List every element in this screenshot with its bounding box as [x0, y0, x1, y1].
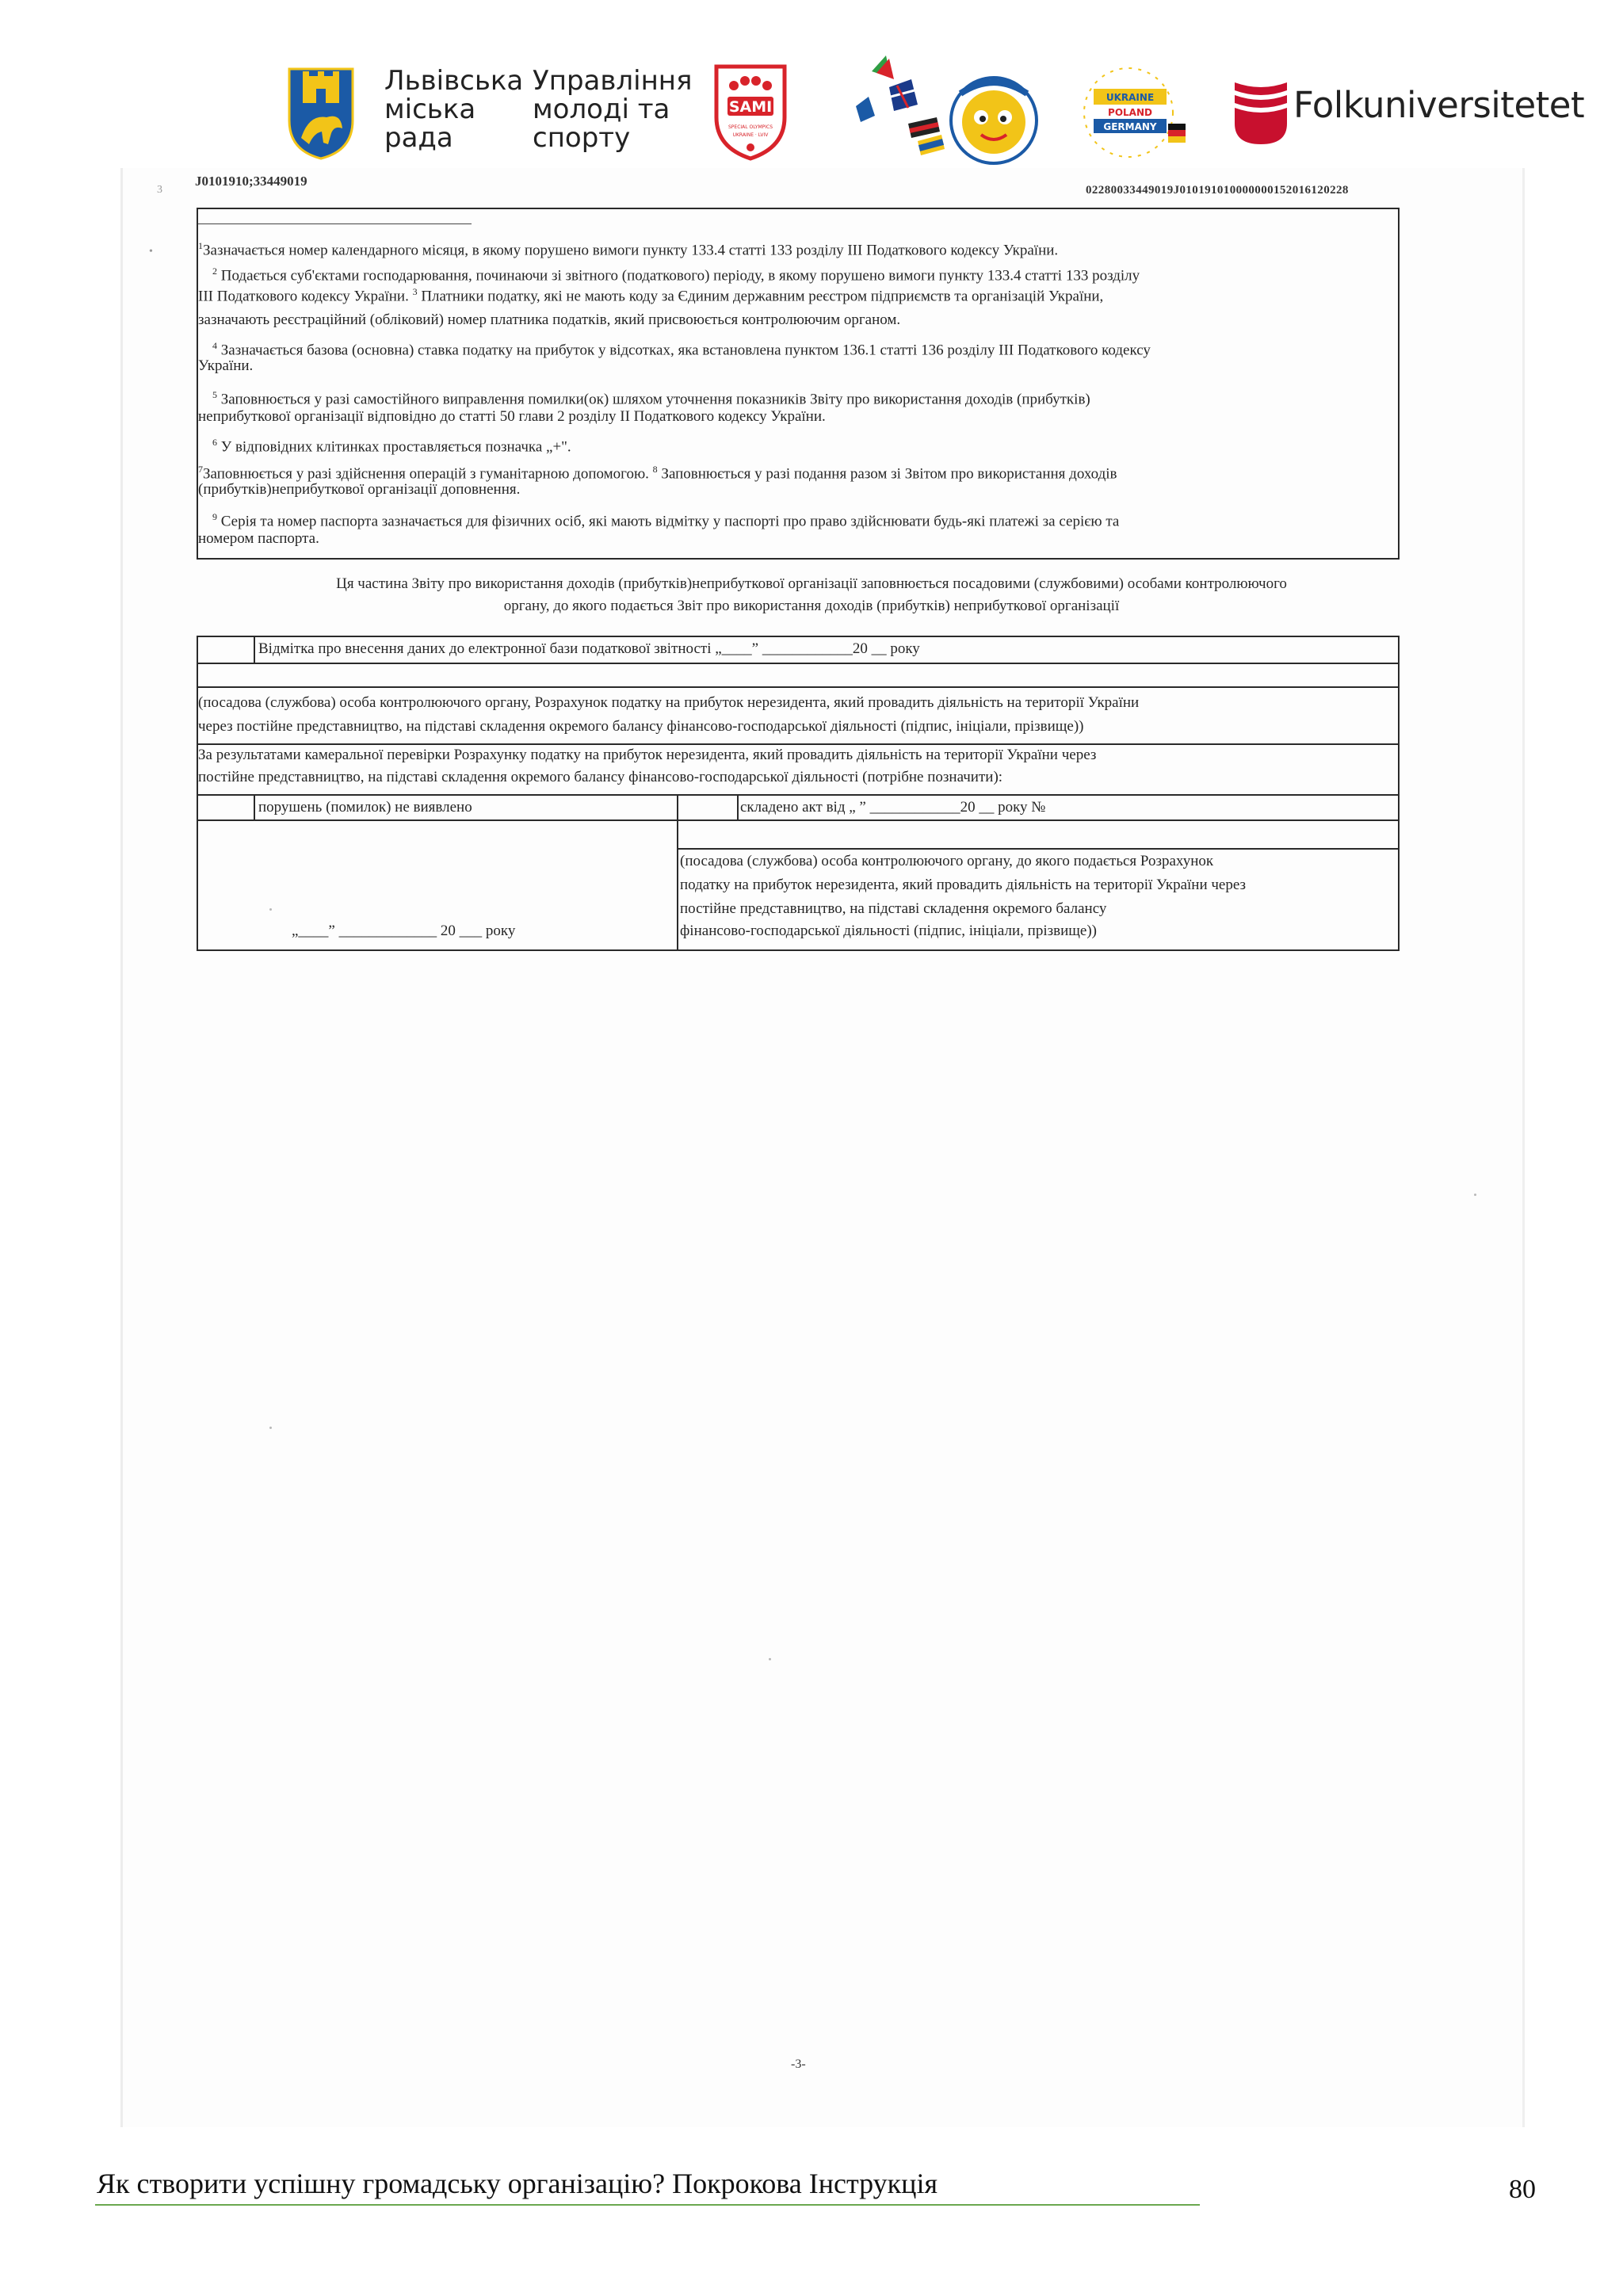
ukraine-poland-germany-logo-icon: [1071, 60, 1198, 166]
signer-line: фінансово-господарської діяльності (підпис, ініціали, прізвище)): [680, 923, 1097, 939]
signer-line: податку на прибуток нерезидента, який провадить діяльність на території України через: [680, 877, 1247, 893]
no-violations-option: порушень (помилок) не виявлено: [258, 799, 472, 816]
footnote-line: номером паспорта.: [198, 530, 319, 547]
act-drawn-option: складено акт від „ ” ____________20 __ року №: [740, 799, 1046, 816]
footnote-line: $^2$ Подається суб'єктами господарювання, починаючи зі звітного (податкового) періоду, в якому порушено вимоги пункту 133.4 статті 133 розділу: [212, 266, 1140, 285]
scan-edge-left: [120, 168, 123, 2127]
official-signature-line: через постійне представництво, на підставі складення окремого балансу фінансово-господарської діяльності (підпис, ініціали, прізвище)): [198, 718, 1084, 735]
margin-mark: 3: [157, 184, 162, 196]
folkuniversitetet-label: Folkuniversitetet: [1293, 84, 1585, 126]
lviv-coat-of-arms-icon: [285, 65, 357, 162]
footnote-line: $^7$Заповнюється у разі здійснення операцій з гуманітарною допомогою. $^8$ Заповнюється у разі подання разом зі Звітом про використання доходів: [198, 464, 1117, 483]
signer-line: (посадова (службова) особа контролюючого органу, до якого подається Розрахунок: [680, 853, 1214, 869]
scan-speck: [269, 908, 272, 911]
form-code-left: J0101910;33449019: [195, 174, 307, 189]
sami-logo-icon: [710, 62, 791, 162]
page-number: 80: [1509, 2175, 1536, 2204]
lviv-council-label: Львівська міська рада: [384, 65, 524, 154]
scan-page-marker: -3-: [791, 2057, 806, 2071]
scan-edge-right: [1522, 168, 1525, 2127]
footnote-line: зазначають реєстраційний (обліковий) номер платника податків, який присвоюється контролюючим органом.: [198, 311, 901, 328]
svg-text:SPECIAL OLYMPICS: SPECIAL OLYMPICS: [727, 124, 773, 130]
footnote-line: $^1$Зазначається номер календарного місяця, в якому порушено вимоги пункту 133.4 статті 133 розділу III Податкового кодексу України.: [198, 240, 1059, 259]
scan-speck: [269, 1427, 272, 1429]
footer-rule: [95, 2204, 1200, 2206]
svg-text:UKRAINE · LVIV: UKRAINE · LVIV: [732, 132, 769, 138]
children-flags-logo-icon: [842, 55, 1064, 166]
sami-logo-text: SAMI: [728, 98, 773, 116]
footnote-line: III Податкового кодексу України. $^3$ Платники податку, які не мають коду за Єдиним державним реєстром підприємств та організацій України,: [198, 286, 1104, 305]
footnote-line: $^4$ Зазначається базова (основна) ставка податку на прибуток у відсотках, яка встановлена пунктом 136.1 статті 136 розділу III Податкового кодексу: [212, 340, 1151, 359]
footnote-line: України.: [198, 357, 254, 374]
folkuniversitetet-logo-icon: [1233, 79, 1289, 146]
audit-result-line: За результатами камеральної перевірки Розрахунку податку на прибуток нерезидента, який провадить діяльність на території України через: [198, 747, 1097, 763]
footnote-rule: [198, 223, 472, 224]
footnote-line: $^5$ Заповнюється у разі самостійного виправлення помилки(ок) шляхом уточнення показників Звіту про використання доходів (прибутків): [212, 389, 1090, 408]
form-code-right: 02280033449019J01019101000000015201612022​8: [1086, 184, 1349, 197]
footnote-line: (прибутків)неприбуткової організації доповнення.: [198, 481, 521, 498]
footnote-line: неприбуткової організації відповідно до статті 50 глави 2 розділу II Податкового кодексу України.: [198, 408, 826, 425]
footnote-line: $^9$ Серія та номер паспорта зазначається для фізичних осіб, які мають відмітку у паспорті про право здійснювати будь-які платежі за серією та: [212, 511, 1120, 530]
scan-speck: [1474, 1194, 1476, 1196]
upg-germany-text: GERMANY: [1103, 121, 1157, 132]
upg-ukraine-text: UKRAINE: [1106, 92, 1155, 103]
audit-result-line: постійне представництво, на підставі складення окремого балансу фінансово-господарської діяльності (потрібне позначити):: [198, 769, 1003, 785]
logo-bar: [0, 55, 1623, 174]
control-note-line: органу, до якого подається Звіт про використання доходів (прибутків) неприбуткової організації: [503, 598, 1120, 614]
db-entry-mark: Відмітка про внесення даних до електронної бази податкової звітності „____” ____________20 __ року: [258, 640, 920, 657]
upg-poland-text: POLAND: [1108, 107, 1152, 118]
youth-department-label: Управління молоді та спорту: [533, 65, 693, 154]
date-line: „____” _____________ 20 ___ року: [292, 923, 516, 939]
margin-mark: •: [149, 246, 153, 258]
footer-title: Як створити успішну громадську організацію? Покрокова Інструкція: [97, 2168, 938, 2199]
signer-line: постійне представництво, на підставі складення окремого балансу: [680, 900, 1107, 917]
control-note-line: Ця частина Звіту про використання доходів (прибутків)неприбуткової організації заповнюється посадовими (службовими) особами контролюючого: [336, 575, 1287, 592]
official-signature-line: (посадова (службова) особа контролюючого органу, Розрахунок податку на прибуток нерезидента, який провадить діяльність на території України: [198, 694, 1140, 711]
footnote-line: $^6$ У відповідних клітинках проставляється позначка „+".: [212, 437, 571, 456]
scan-speck: [769, 1658, 771, 1660]
